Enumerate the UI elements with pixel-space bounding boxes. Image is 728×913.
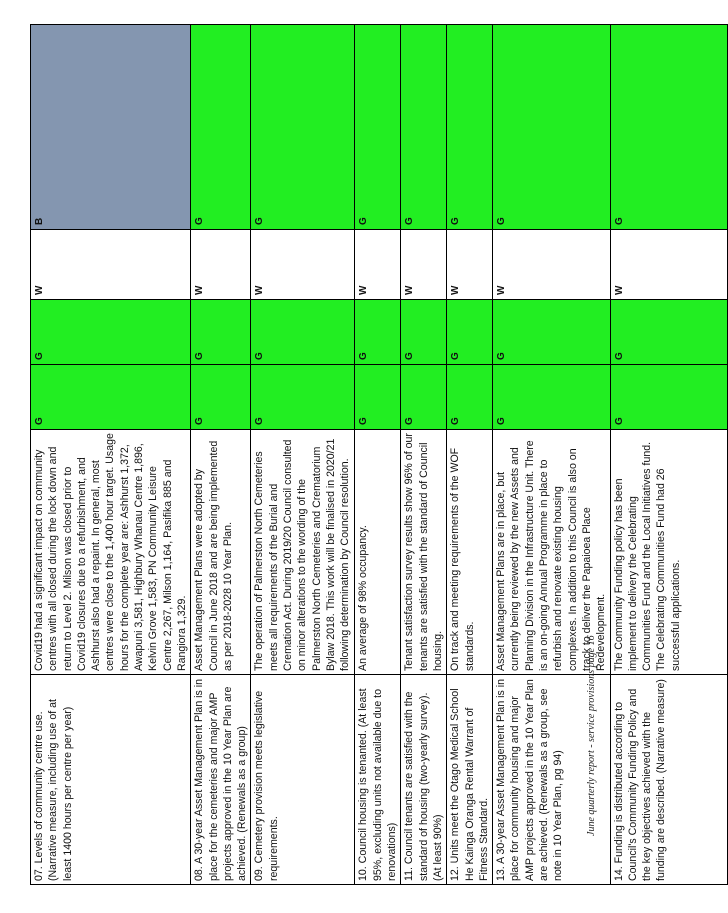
status-cell-3: W: [493, 230, 610, 300]
status-cell-1: G: [251, 365, 355, 430]
status-cell-2: G: [251, 300, 355, 365]
measure-cell: 14. Funding is distributed according to Council's Community Funding Policy and the key objectives achieved with the funding are described. (Narrative measure): [610, 675, 727, 885]
status-cell-1: G: [610, 365, 727, 430]
status-cell-1: G: [447, 365, 493, 430]
measure-cell: 12. Units meet the Otago Medical School He Kainga Oranga Rental Warrant of Fitness Standard.: [447, 675, 493, 885]
status-cell-4: B: [31, 25, 191, 230]
table-row: [401, 25, 447, 885]
status-cell-4: G: [401, 25, 447, 230]
status-cell-2: G: [447, 300, 493, 365]
status-cell-3: W: [251, 230, 355, 300]
status-cell-1: G: [355, 365, 401, 430]
comment-cell: On track and meeting requirements of the WOF standards.: [447, 430, 493, 675]
comment-cell: Asset Management Plans were adopted by Council in June 2018 and are being implemented as per 2018-2028 10 Year Plan.: [191, 430, 251, 675]
status-cell-2: G: [31, 300, 191, 365]
table-row: [251, 25, 355, 885]
rotated-table-container: [30, 25, 682, 885]
page-footer: [586, 596, 606, 836]
status-cell-4: G: [447, 25, 493, 230]
status-cell-3: W: [191, 230, 251, 300]
status-cell-4: G: [191, 25, 251, 230]
measure-cell: 09. Cemetery provision meets legislative requirements.: [251, 675, 355, 885]
measure-cell: 10. Council housing is tenanted. (At least 95%, excluding units not available due to renovations): [355, 675, 401, 885]
comment-cell: An average of 98% occupancy.: [355, 430, 401, 675]
status-cell-2: G: [401, 300, 447, 365]
comment-cell: The Community Funding policy has been implement to delivery the Celebrating Communities Fund and the Local Initiatives fund. The Celebrating Communities Fund had 26 successful applications.: [610, 430, 727, 675]
table-row: [355, 25, 401, 885]
table-row: [31, 25, 191, 885]
status-cell-1: G: [31, 365, 191, 430]
status-cell-2: G: [610, 300, 727, 365]
measure-cell: 11. Council tenants are satisfied with the standard of housing (two-yearly survey). (At least 90%): [401, 675, 447, 885]
status-cell-3: W: [355, 230, 401, 300]
status-cell-3: W: [610, 230, 727, 300]
measure-cell: 07. Levels of community centre use. (Narrative measure, including use of at least 1400 hours per centre per year): [31, 675, 191, 885]
status-cell-4: G: [251, 25, 355, 230]
status-cell-4: G: [610, 25, 727, 230]
comment-cell: The operation of Palmerston North Cemeteries meets all requirements of the Burial and Cremation Act. During 2019/20 Council consulted on minor alterations to the wording of the Palmerston North Cemeteries and Crematorium Bylaw 2018. This work will be finalised in 2020/21 following determination by Council resolution.: [251, 430, 355, 675]
status-cell-2: G: [355, 300, 401, 365]
comment-cell: Asset Management Plans are in place, but currently being reviewed by the new Assets and Planning Division in the Infrastructure Unit. There is an on-going Annual Programme in place to refurbish and renovate existing housing complexes. In addition to this Council is also on track to deliver the Papaioea Place Redevelopment.: [493, 430, 610, 675]
status-cell-1: G: [401, 365, 447, 430]
status-cell-2: G: [493, 300, 610, 365]
table-row: [447, 25, 493, 885]
measure-cell: 08. A 30-year Asset Management Plan is in place for the cemeteries and major AMP projects approved in the 10 Year Plan are achieved. (Renewals as a group): [191, 675, 251, 885]
status-cell-1: G: [191, 365, 251, 430]
status-cell-3: W: [401, 230, 447, 300]
status-cell-3: W: [447, 230, 493, 300]
comment-cell: Covid19 had a significant impact on community centres with all closed during the lock down and return to Level 2. Milson was closed prior to Covid19 closures due to a refurbishment, and Ashhurst also had a repaint. In general, most centres were close to the 1,400 hour target. Usage hours for the complete year are: Ashhurst 1,372, Awapuni 3,581, Highbury Whanau Centre 1,896, Kelvin Grove 1,583, PN Community Leisure Centre 2,267, Milson 1,164, Pasifika 885 and Rangiora 1,329.: [31, 430, 191, 675]
service-measures-table: [30, 24, 728, 885]
status-cell-2: G: [191, 300, 251, 365]
footer-text: June quarterly report - service provisions page 16: [586, 635, 597, 836]
status-cell-4: G: [493, 25, 610, 230]
status-cell-3: W: [31, 230, 191, 300]
measure-cell: 13. A 30-year Asset Management Plan is in place for community housing and major AMP projects approved in the 10 Year Plan are achieved. (Renewals as a group, see note in 10 Year Plan, pg 94): [493, 675, 610, 885]
table-row: [191, 25, 251, 885]
comment-cell: Tenant satisfaction survey results show 96% of our tenants are satisfied with the standard of Council housing.: [401, 430, 447, 675]
status-cell-1: G: [493, 365, 610, 430]
status-cell-4: G: [355, 25, 401, 230]
table-row: [610, 25, 727, 885]
